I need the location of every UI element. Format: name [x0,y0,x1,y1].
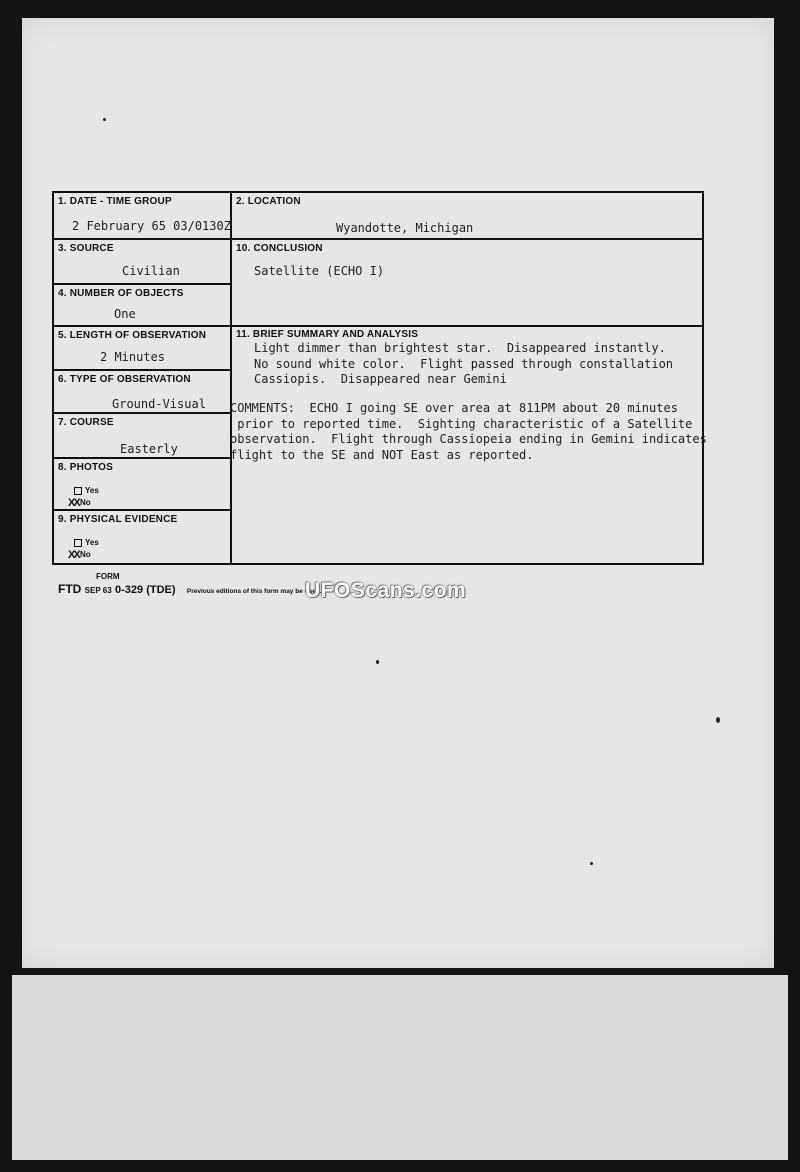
summary-label: 11. BRIEF SUMMARY AND ANALYSIS [236,329,419,340]
location-label: 2. LOCATION [236,196,301,207]
right-column [230,193,707,563]
next-page-edge [12,975,788,1160]
photos-no-checked-mark: XX [68,497,79,509]
type-observation-cell [54,371,230,414]
form-id [58,582,322,596]
date-time-value: 2 February 65 03/0130Z [72,219,231,233]
length-observation-label: 5. LENGTH OF OBSERVATION [58,330,207,341]
ftd-label: FTD [58,582,82,596]
evidence-yes-checkbox [74,539,82,547]
course-value: Easterly [120,442,178,456]
form-number: 0-329 (TDE) [115,584,176,596]
dust-speck [716,717,720,723]
photos-yes-option: Yes [74,486,99,495]
form-date-code: SEP 63 [84,586,112,595]
conclusion-value: Satellite (ECHO I) [254,264,385,278]
dust-speck [103,118,106,121]
source-value: Civilian [122,264,180,278]
length-observation-value: 2 Minutes [100,350,166,364]
length-observation-cell [54,327,230,371]
number-objects-label: 4. NUMBER OF OBJECTS [58,288,184,299]
project-card-form [52,191,707,565]
summary-text: Light dimmer than brightest star. Disappeared instantly. No sound white color. Flight passed through constallation Cassiopis. Disappeared near Gemini [254,341,674,386]
source-label: 3. SOURCE [58,243,114,254]
comments-text: COMMENTS: ECHO I going SE over area at 811PM about 20 minutes prior to reported time. Sighting characteristic of a Satellite observation. Flight through Cassiopeia ending in Gemini indicates flight to the SE and NOT East as reported. [230,401,707,462]
evidence-no-checked-mark: XX [68,549,79,561]
evidence-yes-option: Yes [74,538,99,547]
number-objects-value: One [114,307,136,321]
previous-editions-note: Previous editions of this form may be used. [186,588,322,595]
type-observation-label: 6. TYPE OF OBSERVATION [58,374,191,385]
dust-speck [590,862,593,865]
physical-evidence-label: 9. PHYSICAL EVIDENCE [58,514,178,525]
photos-yes-checkbox [74,487,82,495]
conclusion-label: 10. CONCLUSION [236,243,323,254]
photos-cell [54,459,230,511]
physical-evidence-cell [54,511,230,563]
dust-speck [376,660,379,664]
location-value: Wyandotte, Michigan [336,221,474,235]
left-column [54,193,232,563]
type-observation-value: Ground-Visual [112,397,206,411]
number-objects-cell [54,285,230,327]
divider [232,238,702,240]
divider [232,325,702,327]
date-time-cell [54,193,230,240]
date-time-label: 1. DATE - TIME GROUP [58,196,172,207]
watermark: UFOScans.com [305,579,467,602]
photos-no-option: XXNo [68,497,91,509]
form-word: FORM [96,572,120,581]
course-cell [54,414,230,459]
photos-label: 8. PHOTOS [58,462,113,473]
evidence-no-option: XXNo [68,549,91,561]
course-label: 7. COURSE [58,417,114,428]
source-cell [54,240,230,285]
